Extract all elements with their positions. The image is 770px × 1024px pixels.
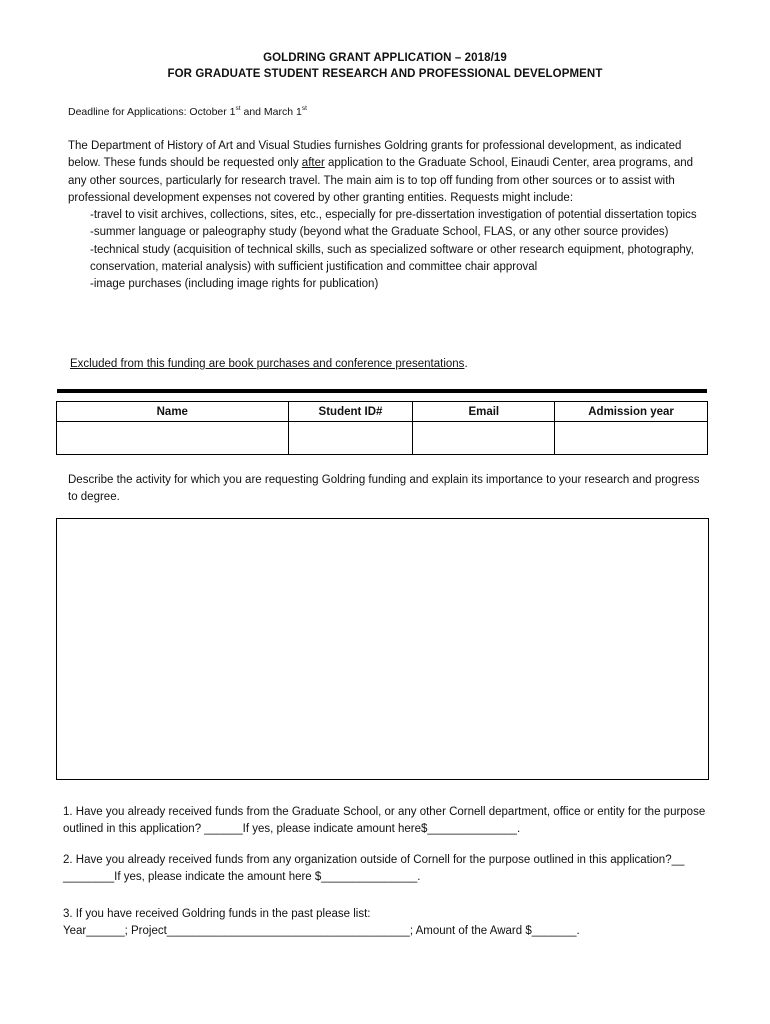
question-3 — [63, 906, 713, 941]
question-3-fields: Year______; Project______________________________________; Amount of the Award $_______. — [63, 925, 580, 938]
deadline-sup-1: st — [235, 105, 241, 112]
applicant-info-table — [56, 401, 708, 455]
request-item: -travel to visit archives, collections, sites, etc., especially for pre-dissertation investigation of potential dissertation topics — [90, 209, 697, 222]
student-id-field[interactable] — [288, 422, 413, 455]
request-item: -technical study (acquisition of technical skills, such as specialized software or other research equipment, photography, conservation, material analysis) with sufficient justification and committee chair approval — [90, 243, 694, 274]
email-header: Email — [413, 402, 555, 422]
deadline-text — [68, 105, 307, 118]
request-item: -summer language or paleography study (beyond what the Graduate School, FLAS, or any other source provides) — [90, 226, 669, 239]
exclusion-note — [70, 358, 468, 370]
section-divider — [57, 389, 707, 393]
intro-section — [68, 138, 708, 294]
email-field[interactable] — [413, 422, 555, 455]
admission-year-field[interactable] — [555, 422, 708, 455]
exclusion-period: . — [464, 358, 468, 370]
deadline-sup-2: st — [301, 105, 307, 112]
activity-prompt: Describe the activity for which you are requesting Goldring funding and explain its importance to your research and progress to degree. — [68, 474, 700, 504]
intro-paragraph — [68, 138, 708, 207]
table-entry-row — [57, 422, 708, 455]
name-header: Name — [57, 402, 289, 422]
intro-underlined-word: after — [301, 157, 325, 170]
question-2: 2. Have you already received funds from any organization outside of Cornell for the purpose outlined in this application?__ ________If yes, please indicate the amount here $_______________. — [63, 854, 685, 884]
request-item: -image purchases (including image rights for publication) — [90, 278, 379, 291]
intro-text-a: The Department of History of Art and Visual Studies furnishes Goldring grants for professional development, as indicated below. These funds should be requested only — [68, 140, 682, 170]
form-title: GOLDRING GRANT APPLICATION – 2018/19 — [263, 52, 507, 64]
activity-description-field[interactable] — [56, 518, 709, 780]
intro-text-b: application to the Graduate School, Einaudi Center, area programs, and any other sources, particularly for research travel. The main aim is to top off funding from other sources or to assist with professional development expenses not covered by other granting entities. Requests might include: — [68, 157, 694, 204]
name-field[interactable] — [57, 422, 289, 455]
exclusion-text: Excluded from this funding are book purchases and conference presentations — [70, 358, 465, 370]
deadline-prefix: Deadline for Applications: October 1 — [68, 106, 236, 118]
deadline-middle: and March 1 — [240, 106, 302, 118]
admission-year-header: Admission year — [555, 402, 708, 422]
student-id-header: Student ID# — [288, 402, 413, 422]
table-header-row — [57, 402, 708, 422]
form-subtitle: FOR GRADUATE STUDENT RESEARCH AND PROFESSIONAL DEVELOPMENT — [167, 68, 603, 80]
question-1: 1. Have you already received funds from the Graduate School, or any other Cornell department, office or entity for the purpose outlined in this application? ______If yes, please indicate amount here$______________. — [63, 806, 706, 836]
question-3-prompt: 3. If you have received Goldring funds in the past please list: — [63, 908, 371, 920]
